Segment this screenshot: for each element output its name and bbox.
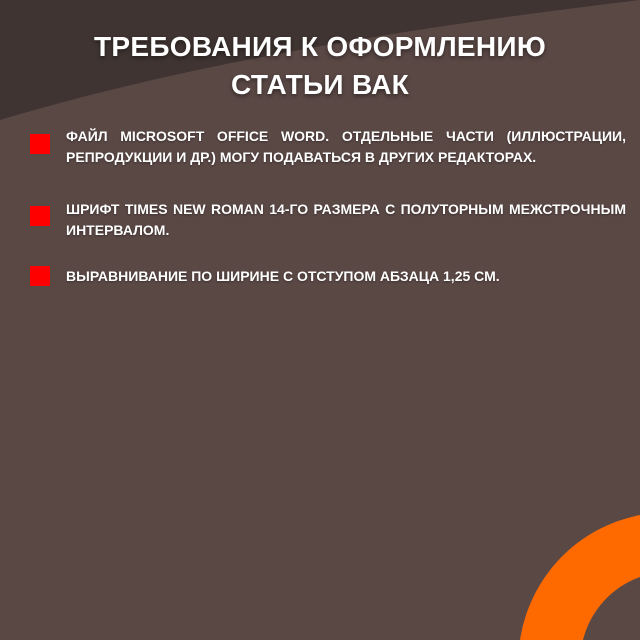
title-line-2: СТАТЬИ ВАК [231,69,409,100]
requirement-item [30,266,626,290]
requirement-text: ВЫРАВНИВАНИЕ ПО ШИРИНЕ С ОТСТУПОМ АБЗАЦА 1,25 СМ. [66,268,500,284]
bullet-square-icon [30,134,50,154]
title-line-1: ТРЕБОВАНИЯ К ОФОРМЛЕНИЮ [93,31,547,62]
requirement-item [30,126,626,170]
page-title [20,28,620,104]
bullet-square-icon [30,206,50,226]
requirement-item [30,199,626,243]
requirement-text: ШРИФТ TIMES NEW ROMAN 14-ГО РАЗМЕРА С ПОЛУТОРНЫМ МЕЖСТРОЧНЫМ ИНТЕРВАЛОМ. [66,201,626,238]
bullet-square-icon [30,266,50,286]
requirement-text: ФАЙЛ MICROSOFT OFFICE WORD. ОТДЕЛЬНЫЕ ЧАСТИ (ИЛЛЮСТРАЦИИ, РЕПРОДУКЦИИ И ДР.) МОГУ ПОДАВАТЬСЯ В ДРУГИХ РЕДАКТОРАХ. [66,128,626,165]
